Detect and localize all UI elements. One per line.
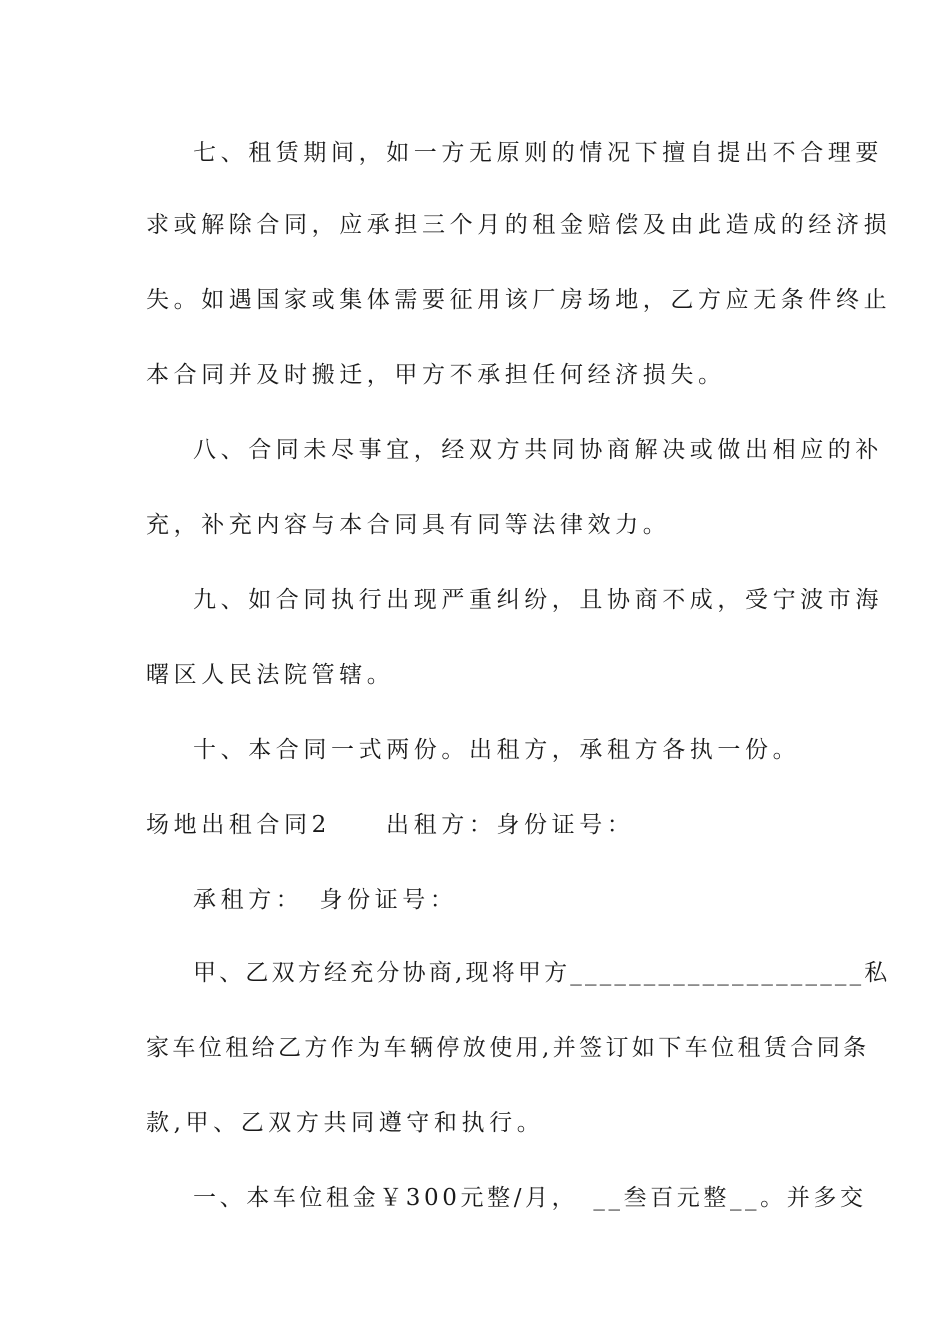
clause-7-line-3: 失。如遇国家或集体需要征用该厂房场地，乙方应无条件终止 [146,287,892,313]
clause-8-line-1: 八、合同未尽事宜，经双方共同协商解决或做出相应的补 [193,437,883,463]
preamble-line-3: 款,甲、乙双方共同遵守和执行。 [146,1110,545,1136]
clause-7-line-1: 七、租赁期间，如一方无原则的情况下擅自提出不合理要 [193,140,883,166]
clause-9-line-2: 曙区人民法院管辖。 [146,662,395,688]
clause-1-line-1: 一、本车位租金￥300元整/月， __叁百元整__。并多交 [193,1185,867,1211]
contract-2-header-line: 场地出租合同2 出租方：身份证号： [146,812,635,838]
tenant-line: 承租方： 身份证号： [193,887,458,913]
preamble-line-2: 家车位租给乙方作为车辆停放使用,并签订如下车位租赁合同条 [146,1035,870,1061]
clause-8-line-2: 充，补充内容与本合同具有同等法律效力。 [146,512,671,538]
clause-7-line-2: 求或解除合同，应承担三个月的租金赔偿及由此造成的经济损 [146,212,892,238]
clause-9-line-1: 九、如合同执行出现严重纠纷，且协商不成，受宁波市海 [193,587,883,613]
clause-10-line: 十、本合同一式两份。出租方，承租方各执一份。 [193,737,801,763]
preamble-line-1: 甲、乙双方经充分协商,现将甲方____________________私 [193,960,891,986]
clause-7-line-4: 本合同并及时搬迁，甲方不承担任何经济损失。 [146,362,726,388]
